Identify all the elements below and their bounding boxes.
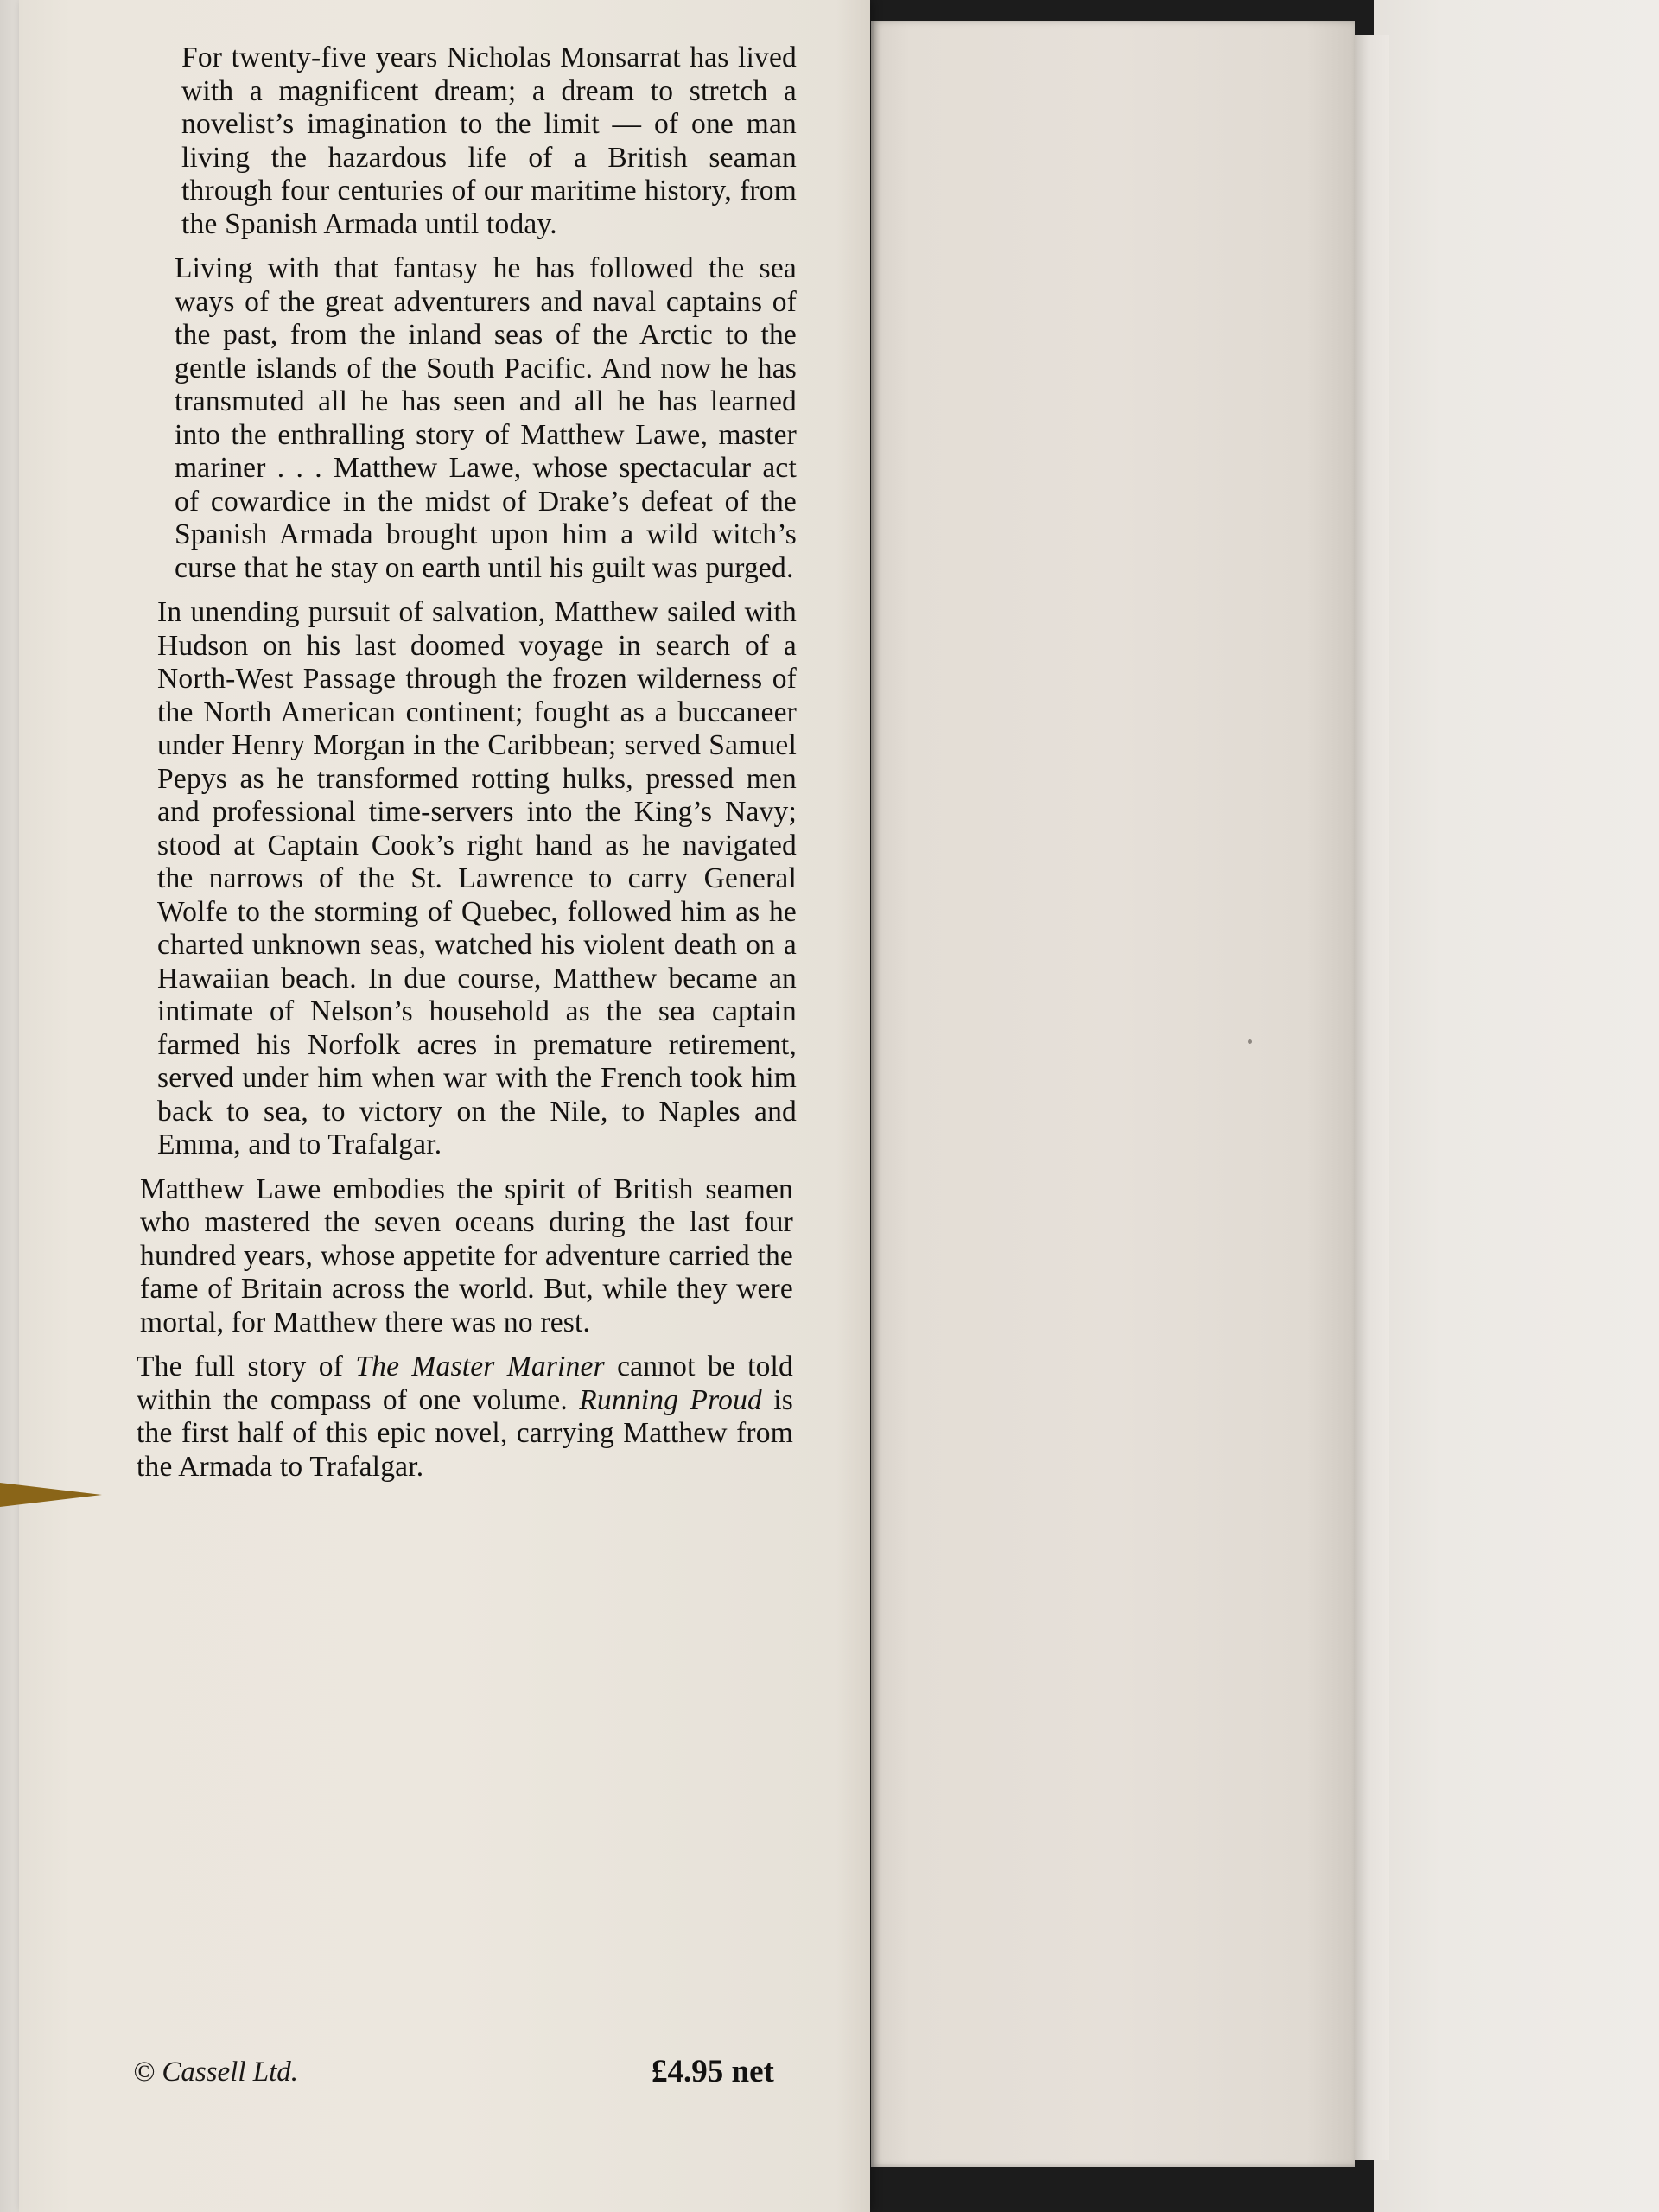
blurb-paragraph-2: Living with that fantasy he has followed the sea ways of the great adventurers and naval captains of the past, from the inland seas of the Arctic to the gentle islands of the South Pacific. And now he has transmuted all he has seen and all he has learned into the enthralling story of Matthew Lawe, master mariner . . . Matthew Lawe, whose spectacular act of cowardice in the midst of Drake’s defeat of the Spanish Armada brought upon him a wild witch’s curse that he stay on earth until his guilt was purged. bbox=[175, 252, 797, 584]
blurb-paragraph-1: For twenty-five years Nicholas Monsarrat has lived with a magnificent dream; a dream to stretch a novelist’s imagination to the limit — of one man living the hazardous life of a British seaman through four centuries of our maritime history, from the Spanish Armada until today. bbox=[181, 41, 797, 240]
blurb-text bbox=[137, 41, 797, 1495]
endpaper-page bbox=[871, 21, 1355, 2167]
publisher-credit: © Cassell Ltd. bbox=[133, 2056, 299, 2088]
blurb-paragraph-5-part2: cannot be told within the compass of one volume. bbox=[137, 1351, 794, 1416]
book-title-master-mariner: The Master Mariner bbox=[355, 1351, 605, 1382]
paper-speck bbox=[1248, 1039, 1252, 1044]
blurb-paragraph-3: In unending pursuit of salvation, Matthew sailed with Hudson on his last doomed voyage in search of a North-West Passage through the frozen wilderness of the North American continent; fought as a buccaneer under Henry Morgan in the Caribbean; served Samuel Pepys as he transformed rotting hulks, pressed men and professional time-servers into the King’s Navy; stood at Captain Cook’s right hand as he navigated the narrows of the St. Lawrence to carry General Wolfe to the storming of Quebec, followed him as he charted unknown seas, watched his violent death on a Hawaiian beach. In due course, Matthew became an intimate of Nelson’s household as the sea captain farmed his Norfolk acres in premature retirement, served under him when war with the French took him back to sea, to victory on the Nile, to Naples and Emma, and to Trafalgar. bbox=[157, 596, 797, 1160]
page-edge bbox=[1355, 35, 1389, 2160]
book-title-running-proud: Running Proud bbox=[579, 1383, 762, 1416]
ribbon-marker-icon bbox=[0, 1483, 102, 1507]
blurb-paragraph-5-part3: is the first half of this epic novel, carrying Matthew from the Armada to Trafalgar. bbox=[137, 1383, 793, 1483]
blurb-paragraph-5 bbox=[137, 1351, 793, 1484]
blurb-paragraph-5-part1: The full story of bbox=[137, 1351, 356, 1382]
background-surface bbox=[1348, 0, 1659, 2212]
jacket-flap bbox=[19, 0, 870, 2212]
blurb-paragraph-4: Matthew Lawe embodies the spirit of British seamen who mastered the seven oceans during the last four hundred years, whose appetite for adventure carried the fame of Britain across the world. But, while they were mortal, for Matthew there was no rest. bbox=[140, 1173, 793, 1338]
price-label: £4.95 net bbox=[652, 2054, 774, 2089]
